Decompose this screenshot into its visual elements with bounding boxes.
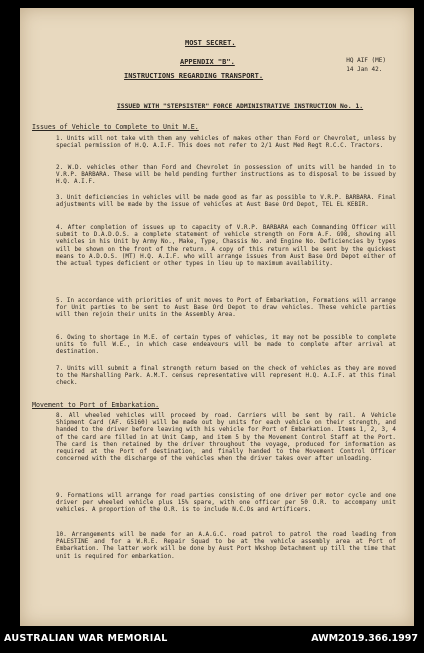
document-page xyxy=(20,8,414,626)
paragraph-2: 2. W.D. vehicles other than Ford and Chevrolet in possession of units will be handed in to V.R.P. BARBARA. These will be held pending further instructions as to disposal to be issued by H.Q. A.I.F. xyxy=(56,165,396,186)
archive-id: AWM2019.366.1997 xyxy=(311,633,418,644)
paragraph-9: 9. Formations will arrange for road parties consisting of one driver per motor cycle and one driver per wheeled vehicle plus 15% spare, with one officer per 50 O.R. to accompany unit vehicles. A proportion of the O.R. is to include N.C.Os and Artificers. xyxy=(56,493,396,514)
paragraph-1: 1. Units will not take with them any vehicles of makes other than Ford or Chevrolet, unless by special permission of H.Q. A.I.F. This does not refer to 2/1 Aust Med Regt R.C.C. Tractors. xyxy=(56,136,396,150)
paragraph-4: 4. After completion of issues up to capacity of V.R.P. BARBARA each Commanding Officer will submit to D.A.D.O.S. a complete statement of vehicle strength on Form A.F. G98, showing all vehicles in his Unit by Army No., Make, Type, Chassis No. and Engine No. Deficiencies by types will be shown on the front of the return. A copy of this return will be sent by the quickest means to A.D.O.S. (MT) H.Q. A.I.F. who will arrange issues from Aust Base Ord Depot either of the actual types deficient or other types in lieu up to maximum availability. xyxy=(56,225,396,268)
paragraph-3: 3. Unit deficiencies in vehicles will be made good as far as possible to V.R.P. BARBARA. Final adjustments will be made by the issue of vehicles at Aust Base Ord Depot, TEL EL KEBIR. xyxy=(56,195,396,209)
archive-footer xyxy=(0,631,424,653)
section-issues-title: Issues of Vehicle to Complete to Unit W.E. xyxy=(32,123,199,131)
paragraph-6: 6. Owing to shortage in M.E. of certain types of vehicles, it may not be possible to complete units to full W.E., in which case endeavours will be made to complete after arrival at destination. xyxy=(56,335,396,356)
paragraph-5: 5. In accordance with priorities of unit moves to Port of Embarkation, Formations will arrange for Unit parties to be sent to Aust Base Ord Depot to draw vehicles. These vehicle parties will then rejoin their units in the Assembly Area. xyxy=(56,298,396,319)
paragraph-10: 10. Arrangements will be made for an A.A.G.C. road patrol to patrol the road leading from PALESTINE and for a W.R.E. Repair Squad to be at the vehicle assembly area at Port of Embarkation. The latter work will be done by Aust Port Wkshop Detachment up till the time that unit is required for embarkation. xyxy=(56,532,396,560)
classification: MOST SECRET. xyxy=(185,39,236,47)
reference: HQ AIF (ME) xyxy=(346,57,386,64)
paragraph-8: 8. All wheeled vehicles will proceed by road. Carriers will be sent by rail. A Vehicle Shipment Card (AF. G5160) will be made out by units for each vehicle on their strength, and handed to the driver before leaving with his vehicle for Port of Embarkation. Items 1, 2, 3, 4 of the card are filled in at Unit Camp, and item 5 by the Movement Control Staff at the Port. The card is then retained by the driver throughout the voyage, produced for information as required at the Port of destination, and finally handed to the Movement Control Officer concerned with the discharge of the vehicles when the driver takes over after unloading. xyxy=(56,413,396,463)
document-date: 14 Jan 42. xyxy=(346,66,383,73)
appendix-title: APPENDIX "B". xyxy=(180,58,235,66)
section-movement-title: Movement to Port of Embarkation. xyxy=(32,401,160,409)
reference-block xyxy=(346,56,386,74)
issued-with: ISSUED WITH "STEPSISTER" FORCE ADMINISTRATIVE INSTRUCTION No. 1. xyxy=(116,102,364,110)
subject-title: INSTRUCTIONS REGARDING TRANSPORT. xyxy=(124,72,264,80)
archive-name: AUSTRALIAN WAR MEMORIAL xyxy=(4,633,168,644)
paragraph-7: 7. Units will submit a final strength return based on the check of vehicles as they are moved to the Marshalling Park. A.M.T. census representative will represent H.Q. A.I.F. at this final check. xyxy=(56,366,396,387)
